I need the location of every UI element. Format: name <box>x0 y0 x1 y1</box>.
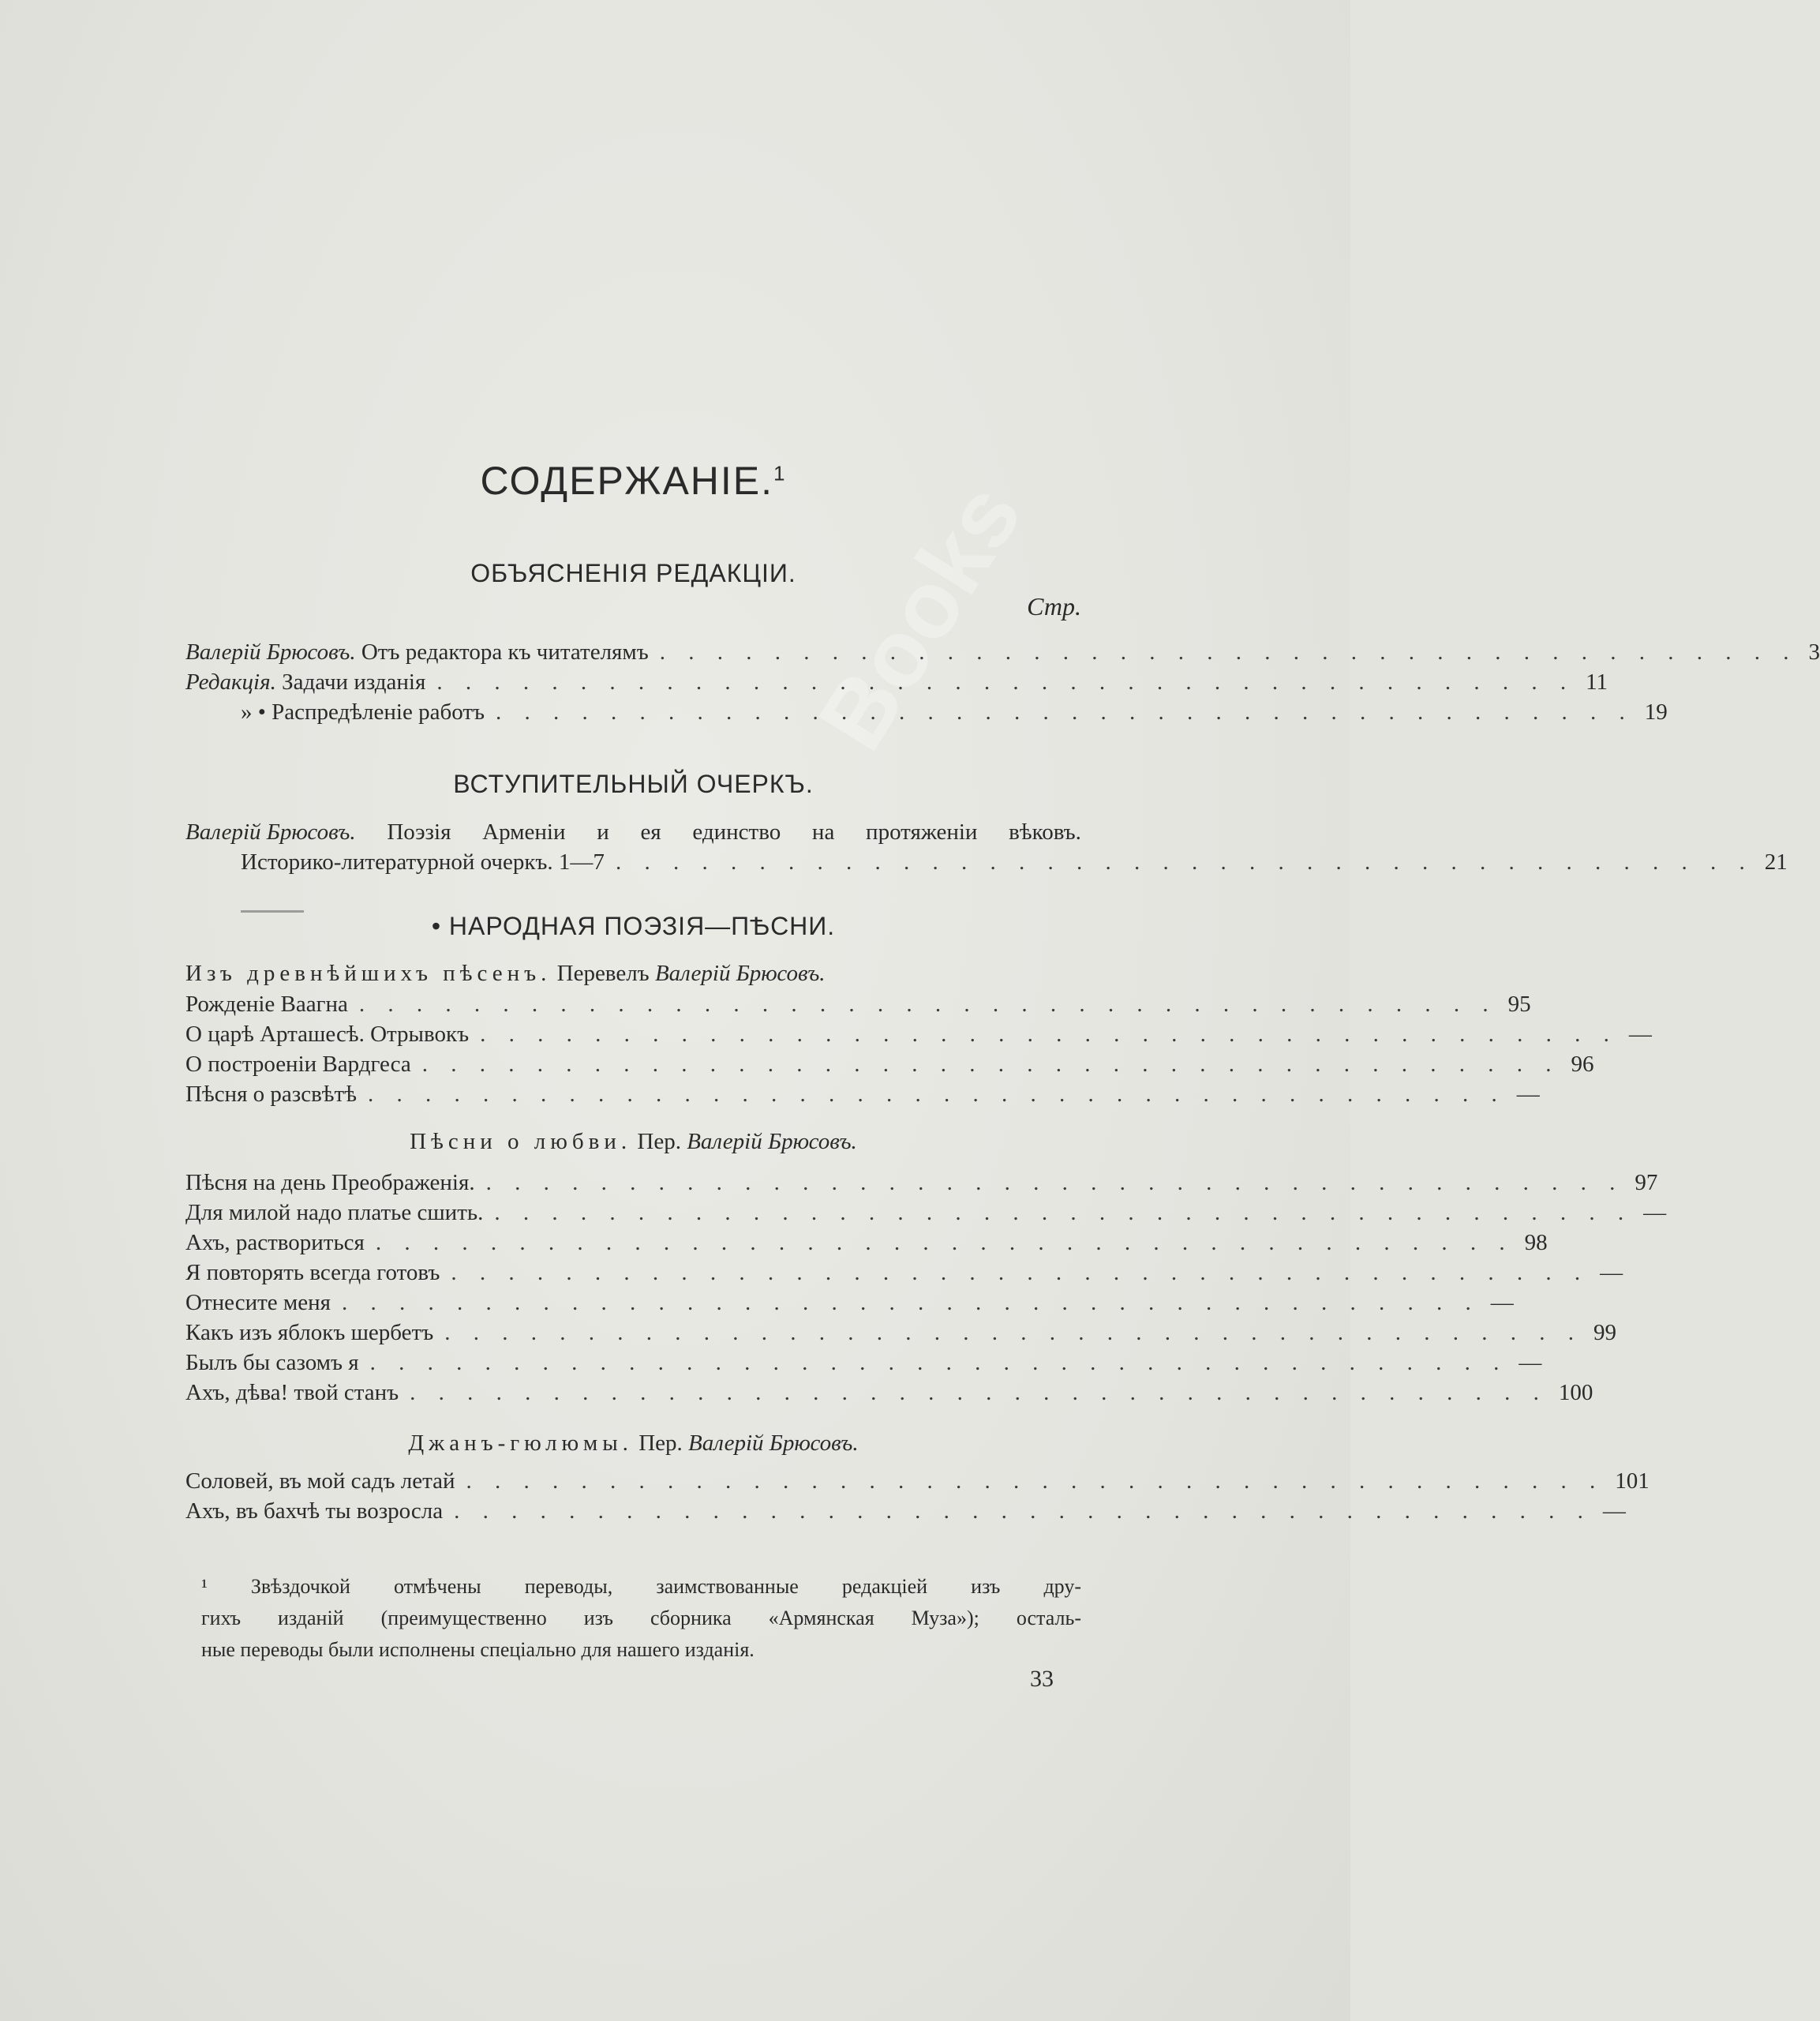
intro-entry-line1: Валерiй Брюсовъ. Поэзiя Арменiи и ея единство на протяженiи вѣковъ. <box>185 819 1081 845</box>
page-column-label: Стр. <box>1027 592 1081 621</box>
leader-dots: . . . . . . . . . . . . . . . . . . . . . . . . . . . . . . . . . . . . . . . . <box>444 1320 1582 1345</box>
leader-dots: . . . . . . . . . . . . . . . . . . . . . . . . . . . . . . . . . . . . . . . . <box>342 1290 1480 1315</box>
toc-entry: Историко-литературной очеркъ. 1—7 . . . . . . . . . . . . . . . . . . . . . . . . . . . . . . . . . . . . . . . . 21 <box>241 849 1788 875</box>
page-ref: 11 <box>1586 669 1608 695</box>
toc-entry: Валерiй Брюсовъ. Отъ редактора къ читателямъ . . . . . . . . . . . . . . . . . . . . . . . . . . . . . . . . . . . . . . . . 3 <box>185 639 1820 665</box>
group-title: Пѣсни о любви. Пер. Валерiй Брюсовъ. <box>410 1129 857 1154</box>
toc-entry: Пѣсня о разсвѣтѣ . . . . . . . . . . . . . . . . . . . . . . . . . . . . . . . . . . . . . . . . — <box>185 1082 1540 1107</box>
page-ref: — <box>1628 1022 1652 1047</box>
page-ref: 101 <box>1615 1468 1650 1494</box>
toc-entry: Былъ бы сазомъ я . . . . . . . . . . . . . . . . . . . . . . . . . . . . . . . . . . . . . . . . — <box>185 1350 1542 1375</box>
leader-dots: . . . . . . . . . . . . . . . . . . . . . . . . . . . . . . . . . . . . . . . . <box>369 1350 1508 1375</box>
toc-entry: О царѣ Арташесѣ. Отрывокъ . . . . . . . . . . . . . . . . . . . . . . . . . . . . . . . . . . . . . . . . — <box>185 1022 1652 1047</box>
group-title: Изъ древнѣйшихъ пѣсенъ. Перевелъ Валерiй Брюсовъ. <box>185 961 826 986</box>
page-ref: 3 <box>1808 639 1820 665</box>
section-heading-editorial: ОБЪЯСНЕНIЯ РЕДАКЦIИ. <box>470 559 796 587</box>
leader-dots: . . . . . . . . . . . . . . . . . . . . . . . . . . . . . . . . . . . . . . . . <box>615 849 1754 875</box>
toc-entry: » • Распредѣленiе работъ . . . . . . . . . . . . . . . . . . . . . . . . . . . . . . . . . . . . . . . . 19 <box>241 699 1668 725</box>
footnote-line: ные переводы были исполнены спецiально для нашего изданiя. <box>201 1638 755 1661</box>
page-ref: 19 <box>1644 699 1668 725</box>
leader-dots: . . . . . . . . . . . . . . . . . . . . . . . . . . . . . . . . . . . . . . . . <box>480 1022 1618 1047</box>
toc-entry: Ахъ, въ бахчѣ ты возросла . . . . . . . . . . . . . . . . . . . . . . . . . . . . . . . . . . . . . . . . — <box>185 1498 1626 1524</box>
toc-entry: Соловей, въ мой садъ летай . . . . . . . . . . . . . . . . . . . . . . . . . . . . . . . . . . . . . . . . 101 <box>185 1468 1650 1494</box>
page-ref: — <box>1643 1200 1667 1225</box>
toc-entry: Редакцiя. Задачи изданiя . . . . . . . . . . . . . . . . . . . . . . . . . . . . . . . . . . . . . . . . 11 <box>185 669 1608 695</box>
leader-dots: . . . . . . . . . . . . . . . . . . . . . . . . . . . . . . . . . . . . . . . . <box>485 1170 1624 1195</box>
page-ref: — <box>1519 1350 1542 1375</box>
page-ref: — <box>1600 1260 1623 1285</box>
page-number: 33 <box>1030 1666 1054 1692</box>
toc-entry: О построенiи Вардгеса . . . . . . . . . . . . . . . . . . . . . . . . . . . . . . . . . . . . . . . . 96 <box>185 1052 1594 1077</box>
toc-entry: Для милой надо платье сшить. . . . . . . . . . . . . . . . . . . . . . . . . . . . . . . . . . . . . . . . . — <box>185 1200 1667 1225</box>
leader-dots: . . . . . . . . . . . . . . . . . . . . . . . . . . . . . . . . . . . . . . . . <box>358 992 1497 1017</box>
page-ref: — <box>1602 1498 1626 1524</box>
toc-entry: Отнесите меня . . . . . . . . . . . . . . . . . . . . . . . . . . . . . . . . . . . . . . . . — <box>185 1290 1514 1315</box>
leader-dots: . . . . . . . . . . . . . . . . . . . . . . . . . . . . . . . . . . . . . . . . <box>451 1260 1590 1285</box>
leader-dots: . . . . . . . . . . . . . . . . . . . . . . . . . . . . . . . . . . . . . . . . <box>421 1052 1560 1077</box>
toc-entry: Какъ изъ яблокъ шербетъ . . . . . . . . . . . . . . . . . . . . . . . . . . . . . . . . . . . . . . . . 99 <box>185 1320 1616 1345</box>
group-title: Джанъ-гюлюмы. Пер. Валерiй Брюсовъ. <box>408 1430 859 1456</box>
leader-dots: . . . . . . . . . . . . . . . . . . . . . . . . . . . . . . . . . . . . . . . . <box>496 699 1634 725</box>
leader-dots: . . . . . . . . . . . . . . . . . . . . . . . . . . . . . . . . . . . . . . . . <box>659 639 1798 665</box>
leader-dots: . . . . . . . . . . . . . . . . . . . . . . . . . . . . . . . . . . . . . . . . <box>436 669 1575 695</box>
toc-entry: Пѣсня на день Преображенiя. . . . . . . . . . . . . . . . . . . . . . . . . . . . . . . . . . . . . . . . . 97 <box>185 1170 1658 1195</box>
leader-dots: . . . . . . . . . . . . . . . . . . . . . . . . . . . . . . . . . . . . . . . . <box>454 1498 1592 1524</box>
leader-dots: . . . . . . . . . . . . . . . . . . . . . . . . . . . . . . . . . . . . . . . . <box>494 1200 1633 1225</box>
toc-entry: Ахъ, раствориться . . . . . . . . . . . . . . . . . . . . . . . . . . . . . . . . . . . . . . . . 98 <box>185 1230 1548 1255</box>
leader-dots: . . . . . . . . . . . . . . . . . . . . . . . . . . . . . . . . . . . . . . . . <box>466 1468 1605 1494</box>
page-ref: — <box>1490 1290 1514 1315</box>
toc-entry: Я повторять всегда готовъ . . . . . . . . . . . . . . . . . . . . . . . . . . . . . . . . . . . . . . . . — <box>185 1260 1623 1285</box>
page-ref: 100 <box>1558 1380 1593 1405</box>
leader-dots: . . . . . . . . . . . . . . . . . . . . . . . . . . . . . . . . . . . . . . . . <box>367 1082 1506 1107</box>
toc-entry: Рожденiе Ваагна . . . . . . . . . . . . . . . . . . . . . . . . . . . . . . . . . . . . . . . . 95 <box>185 992 1531 1017</box>
page-ref: — <box>1516 1082 1540 1107</box>
footnote-line: ¹ Звѣздочкой отмѣчены переводы, заимствованные редакцiей изъ дру- <box>201 1575 1081 1598</box>
page-ref: 98 <box>1524 1230 1548 1255</box>
toc-entry: Ахъ, дѣва! твой станъ . . . . . . . . . . . . . . . . . . . . . . . . . . . . . . . . . . . . . . . . 100 <box>185 1380 1593 1405</box>
leader-dots: . . . . . . . . . . . . . . . . . . . . . . . . . . . . . . . . . . . . . . . . <box>410 1380 1548 1405</box>
page-ref: 97 <box>1635 1170 1658 1195</box>
leader-dots: . . . . . . . . . . . . . . . . . . . . . . . . . . . . . . . . . . . . . . . . <box>375 1230 1514 1255</box>
page-title: СОДЕРЖАНIЕ.$^1$ <box>480 459 787 503</box>
footnote-line: гихъ изданiй (преимущественно изъ сборника «Армянская Муза»); осталь- <box>201 1607 1081 1629</box>
section-heading-intro: ВСТУПИТЕЛЬНЫЙ ОЧЕРКЪ. <box>453 770 814 798</box>
title-footnote-mark: 1 <box>773 461 787 486</box>
page-ref: 96 <box>1571 1052 1594 1077</box>
section-heading-folk: • НАРОДНАЯ ПОЭЗIЯ—ПѢСНИ. <box>431 912 836 940</box>
watermark: Books <box>798 466 1042 768</box>
page-ref: 21 <box>1764 849 1788 875</box>
page-ref: 95 <box>1507 992 1531 1017</box>
page-ref: 99 <box>1593 1320 1616 1345</box>
footnote <box>201 1571 1081 1666</box>
